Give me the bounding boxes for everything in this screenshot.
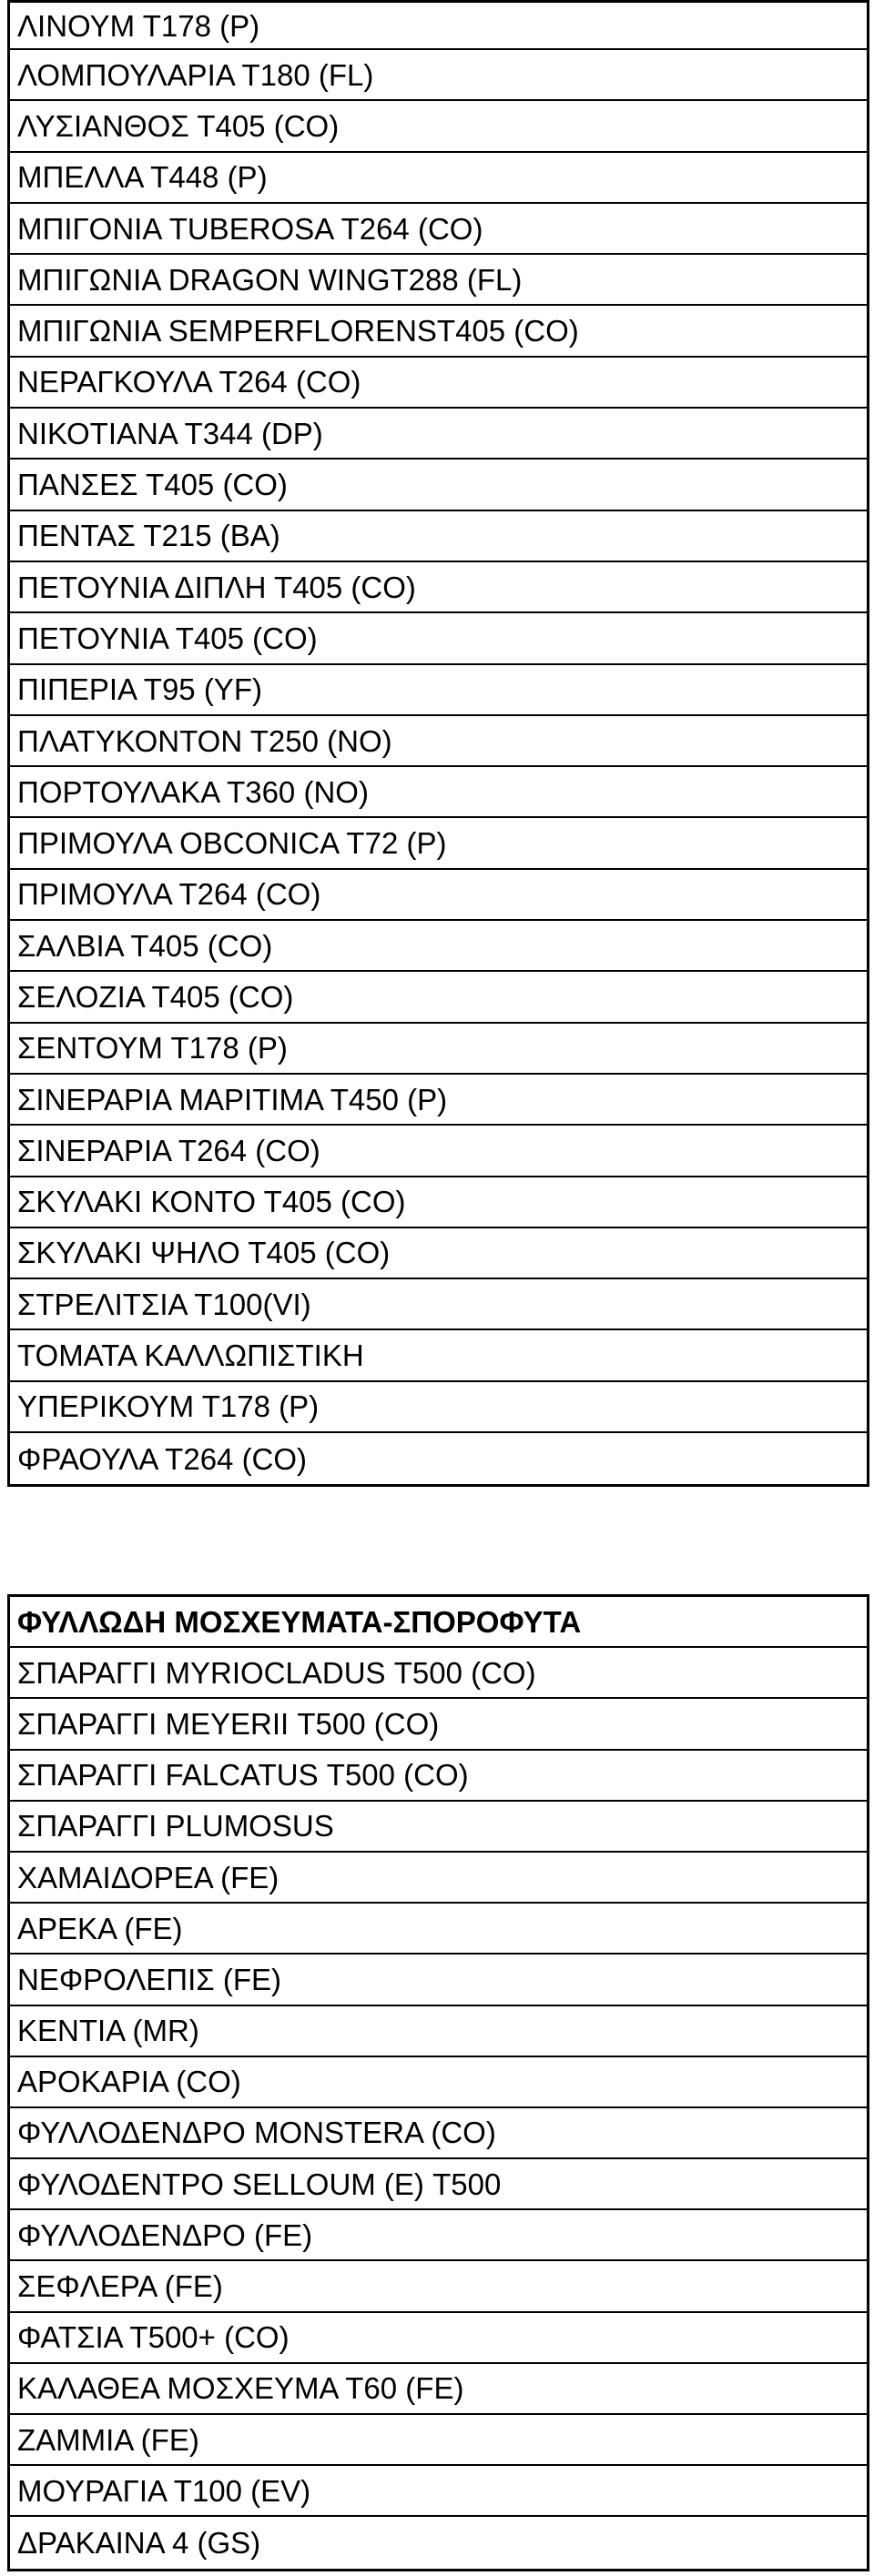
section-header: ΦΥΛΛΩΔΗ ΜΟΣΧΕΥΜΑΤΑ-ΣΠΟΡΟΦΥΤΑ: [10, 1597, 867, 1648]
list-row: ΣΙΝΕΡΑΡΙΑ Τ264 (CO): [10, 1126, 867, 1177]
list-row: ΦΡΑΟΥΛΑ Τ264 (CO): [17, 1441, 308, 1476]
list-row: ΦΑΤΣΙΑ Τ500+ (CO): [10, 2313, 867, 2364]
list-row: ΣΚΥΛΑΚΙ ΚΟΝΤΟ Τ405 (CO): [10, 1177, 867, 1228]
list-row: ΣΕΛΟΖΙΑ Τ405 (CO): [10, 972, 867, 1023]
list-row: ΧΑΜΑΙΔΟΡΕΑ (FE): [10, 1853, 867, 1904]
list-row: ΠΕΝΤΑΣ Τ215 (BA): [10, 511, 867, 562]
list-row: ΠΡΙΜΟΥΛΑ OBCONICA Τ72 (P): [10, 818, 867, 869]
list-row: ΥΠΕΡΙΚΟΥΜ Τ178 (P): [10, 1382, 867, 1433]
list-row: ΤΟΜΑΤΑ ΚΑΛΛΩΠΙΣΤΙΚΗ: [10, 1330, 867, 1381]
list-row: ΦΥΛΛΟΔΕΝΔΡΟ MONSTERA (CO): [10, 2108, 867, 2159]
list-row: ΠΕΤΟΥΝΙΑ Τ405 (CO): [10, 613, 867, 664]
list-row: ΣΚΥΛΑΚΙ ΨΗΛΟ Τ405 (CO): [10, 1228, 867, 1279]
list-row: ΣΤΡΕΛΙΤΣΙΑ Τ100(VI): [10, 1279, 867, 1330]
list-row: ΛΥΣΙΑΝΘΟΣ Τ405 (CO): [10, 101, 867, 152]
list-row: ΑΡΟΚΑΡΙΑ (CO): [10, 2057, 867, 2108]
list-row: ΝΕΡΑΓΚΟΥΛΑ Τ264 (CO): [10, 358, 867, 409]
list-row: ΠΟΡΤΟΥΛΑΚΑ Τ360 (NO): [10, 767, 867, 818]
list-row: ΛΙΝΟΥΜ Τ178 (P): [10, 3, 867, 50]
list-row: ΜΟΥΡΑΓΙΑ Τ100 (EV): [10, 2466, 867, 2517]
list-row: ΣΠΑΡΑΓΓΙ MEYERII Τ500 (CO): [10, 1699, 867, 1750]
list-row: ΣΕΦΛΕΡΑ (FE): [10, 2261, 867, 2312]
list-row: ΑΡΕΚΑ (FE): [10, 1904, 867, 1955]
list-row: ΦΥΛΟΔΕΝΤΡΟ SELLOUM (E) Τ500: [10, 2159, 867, 2210]
list-row: ΣΙΝΕΡΑΡΙΑ ΜΑΡΙΤΙΜΑ Τ450 (P): [10, 1075, 867, 1126]
list-row: ΠΛΑΤΥΚΟΝΤΟΝ Τ250 (NO): [10, 716, 867, 767]
list-row: ΠΑΝΣΕΣ Τ405 (CO): [10, 460, 867, 510]
list-row: ΣΠΑΡΑΓΓΙ PLUMOSUS: [10, 1802, 867, 1853]
list-row: ΣΠΑΡΑΓΓΙ MYRIOCLADUS Τ500 (CO): [10, 1648, 867, 1699]
list-row: ΔΡΑΚΑΙΝΑ 4 (GS): [17, 2525, 261, 2560]
list-row: ΝΕΦΡΟΛΕΠΙΣ (FE): [10, 1955, 867, 2005]
list-row: ΚΕΝΤΙΑ (MR): [10, 2006, 867, 2057]
list-row: ΚΑΛΑΘΕΑ ΜΟΣΧΕΥΜΑ Τ60 (FE): [10, 2364, 867, 2415]
list-row: ΜΠΕΛΛΑ Τ448 (P): [10, 153, 867, 204]
foliage-list-table: [7, 1594, 869, 2571]
list-row: ΜΠΙΓΩΝΙΑ DRAGON WINGΤ288 (FL): [10, 255, 867, 306]
list-row: ΖΑΜΜΙΑ (FE): [10, 2415, 867, 2466]
list-row: ΛΟΜΠΟΥΛΑΡΙΑ Τ180 (FL): [10, 50, 867, 101]
list-row: ΠΙΠΕΡΙΑ Τ95 (YF): [10, 665, 867, 716]
list-row: ΠΕΤΟΥΝΙΑ ΔΙΠΛΗ Τ405 (CO): [10, 562, 867, 613]
plant-list-table: [7, 0, 869, 1487]
list-row: ΣΑΛΒΙΑ Τ405 (CO): [10, 921, 867, 972]
list-row: ΣΕΝΤΟΥΜ Τ178 (P): [10, 1024, 867, 1075]
list-row: ΜΠΙΓΩΝΙΑ SEMPERFLORENSΤ405 (CO): [10, 306, 867, 357]
list-row: ΣΠΑΡΑΓΓΙ FALCATUS Τ500 (CO): [10, 1751, 867, 1802]
list-row: ΜΠΙΓΟΝΙΑ TUBEROSA Τ264 (CO): [10, 204, 867, 255]
list-row: ΠΡΙΜΟΥΛΑ Τ264 (CO): [10, 870, 867, 921]
list-row: ΦΥΛΛΟΔΕΝΔΡΟ (FE): [10, 2210, 867, 2261]
list-row: ΝΙΚΟΤΙΑΝΑ Τ344 (DP): [10, 409, 867, 460]
